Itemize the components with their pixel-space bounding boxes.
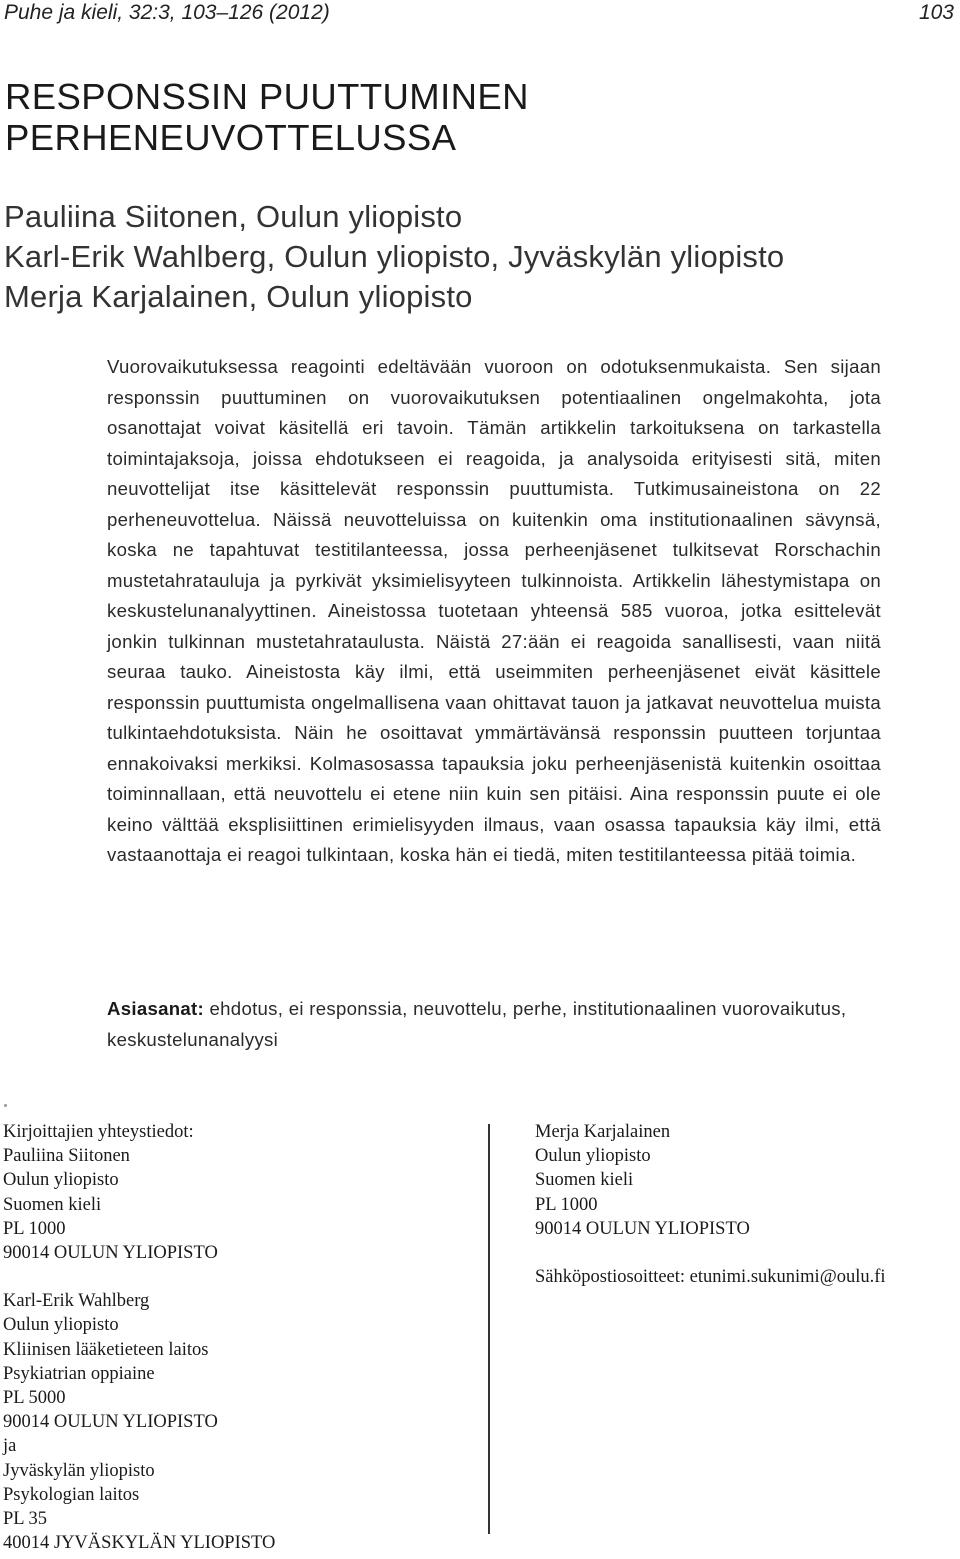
author-affiliation: Karl-Erik Wahlberg, Oulun yliopisto, Jyväskylän yliopisto [4, 239, 785, 274]
title-line: PERHENEUVOTTELUSSA [5, 117, 457, 158]
contact-line: 90014 OULUN YLIOPISTO [3, 1412, 218, 1433]
running-head [4, 0, 954, 28]
keywords-text: ehdotus, ei responssia, neuvottelu, perhe, institutionaalinen vuorovaikutus, keskustelunanalyysi [107, 998, 847, 1050]
page-number: 103 [918, 1, 954, 24]
contact-line: PL 1000 [535, 1194, 598, 1215]
keywords [107, 994, 881, 1055]
contact-line: Karl-Erik Wahlberg [3, 1291, 150, 1312]
footnote-mark [4, 1104, 7, 1107]
contact-line: Oulun yliopisto [3, 1315, 119, 1336]
contact-info-right [535, 1120, 955, 1289]
journal-citation: Puhe ja kieli, 32:3, 103–126 (2012) [4, 1, 330, 24]
contact-line: Psykiatrian oppiaine [3, 1363, 155, 1384]
email-line: Sähköpostiosoitteet: etunimi.sukunimi@oulu.fi [535, 1267, 886, 1288]
author-affiliation: Merja Karjalainen, Oulun yliopisto [4, 279, 473, 314]
contact-line: Oulun yliopisto [3, 1170, 119, 1191]
contacts-heading: Kirjoittajien yhteystiedot: [3, 1122, 194, 1142]
contact-line: 90014 OULUN YLIOPISTO [535, 1218, 750, 1239]
abstract: Vuorovaikutuksessa reagointi edeltävään vuoroon on odotuksenmukaista. Sen sijaan responssin puuttuminen on vuorovaikutuksen potentiaalinen ongelmakohta, jota osanottajat voivat käsitellä eri tavoin. Tämän artikkelin tarkoituksena on tarkastella toimintajaksoja, joissa ehdotukseen ei reagoida, ja analysoida erityisesti sitä, miten neuvottelijat itse käsittelevät responssin puuttumista. Tutkimusaineistona on 22 perheneuvottelua. Näissä neuvotteluissa on kuitenkin oma institutionaalinen sävynsä, koska ne tapahtuvat testitilanteessa, jossa perheenjäsenet tulkitsevat Rorschachin mustetahratauluja ja pyrkivät yksimielisyyteen tulkinnoista. Artikkelin lähestymistapa on keskustelunanalyyttinen. Aineistossa tuotetaan yhteensä 585 vuoroa, jotka esittelevät jonkin tulkinnan mustetahrataulusta. Näistä 27:ään ei reagoida sanallisesti, vaan niitä seuraa tauko. Aineistosta käy ilmi, että useimmiten perheenjäsenet eivät käsittele responssin puuttumista ongelmallisena vaan ohittavat tauon ja jatkavat neuvottelua muista tulkintaehdotuksista. Näin he osoittavat ymmärtävänsä responssin puutteen torjuntaa ennakoivaksi merkiksi. Kolmasosassa tapauksia joku perheenjäsenistä kuitenkin osoittaa toiminnallaan, että neuvottelu ei etene niin kuin sen pitäisi. Aina responssin puute ei ole keino välttää eksplisiittinen erimielisyyden ilmaus, vaan osassa tapauksia käy ilmi, että vastaanottaja ei reagoi tulkintaan, koska hän ei tiedä, miten testitilanteessa pitää toimia. [107, 356, 881, 865]
contact-line: PL 5000 [3, 1388, 66, 1409]
contact-line: 40014 JYVÄSKYLÄN YLIOPISTO [3, 1533, 276, 1554]
keywords-label: Asiasanat: [107, 998, 205, 1019]
contact-line: Pauliina Siitonen [3, 1146, 130, 1167]
title-line: RESPONSSIN PUUTTUMINEN [5, 76, 529, 117]
contact-line: 90014 OULUN YLIOPISTO [3, 1243, 218, 1264]
author-list [4, 197, 954, 317]
contact-line: Jyväskylän yliopisto [3, 1460, 155, 1481]
column-divider [488, 1124, 490, 1534]
contact-line: Psykologian laitos [3, 1484, 140, 1505]
contact-line: Oulun yliopisto [535, 1146, 651, 1167]
author-affiliation: Pauliina Siitonen, Oulun yliopisto [4, 199, 463, 234]
contact-line: PL 1000 [3, 1218, 66, 1239]
contact-line: Kliinisen lääketieteen laitos [3, 1339, 209, 1360]
contact-line: Merja Karjalainen [535, 1122, 671, 1142]
contact-line: PL 35 [3, 1509, 48, 1530]
contact-line: Suomen kieli [3, 1194, 102, 1215]
contact-line: Suomen kieli [535, 1170, 634, 1191]
contact-line: ja [3, 1436, 17, 1457]
contact-info-left [3, 1120, 473, 1555]
article-title [5, 76, 905, 158]
